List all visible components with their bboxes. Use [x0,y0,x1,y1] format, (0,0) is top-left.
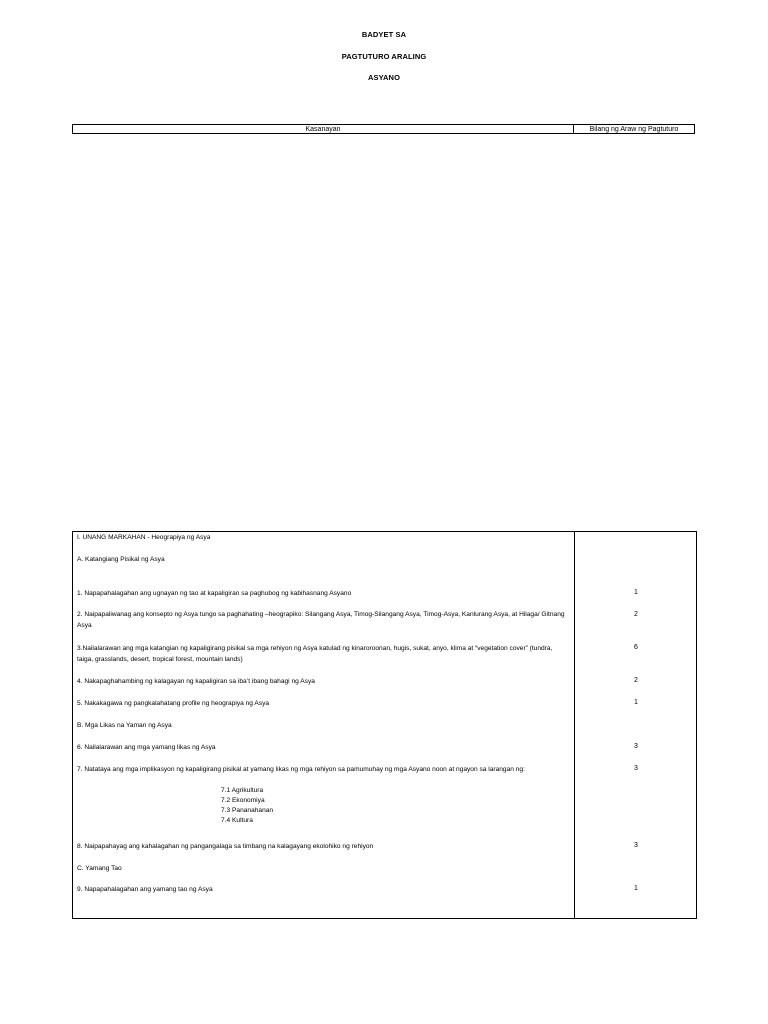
section-c-heading: C. Yamang Tao [77,865,122,872]
item-9-text: 9. Napapahalagahan ang yamang tao ng Asya [77,886,213,893]
item-5-text: 5. Nakakagawa ng pangkalahatang profile ng heograpiya ng Asya [77,700,270,707]
item-6-text: 6. Nailalarawan ang mga yamang likas ng Asya [77,744,216,751]
item-4-days: 2 [634,677,638,684]
quarter-table [72,531,697,919]
header-table [72,124,695,134]
item-8-text: 8. Naipapahayag ang kahalagahan ng pangangalaga sa timbang na kalagayang ekolohiko ng rehiyon [77,843,374,850]
item-9-days: 1 [634,885,638,892]
section-b-heading: B. Mga Likas na Yaman ng Asya [77,722,172,729]
sub-item: 7.3 Pananahanan [221,807,274,814]
sub-item: 7.2 Ekonomiya [221,797,265,804]
sub-item: 7.1 Agrikultura [221,787,264,794]
item-2-days: 2 [634,611,638,618]
doc-title-line-3: ASYANO [368,73,400,82]
item-1-text: 1. Napapahalagahan ang ugnayan ng tao at kapaligiran sa paghubog ng kabihasnang Asyano [77,590,352,597]
item-7-text: 7. Natataya ang mga implikasyon ng kapaligirang pisikal at yamang likas ng mga rehiyon sa pamumuhay ng mga Asyano noon at ngayon sa larangan ng: [77,766,525,773]
header-col-bilang: Bilang ng Araw ng Pagtuturo [589,126,679,133]
item-3-days: 6 [634,644,638,651]
doc-title-line-1: BADYET SA [361,30,407,39]
item-1-days: 1 [634,589,638,596]
item-7-days: 3 [634,765,638,772]
header-col-kasanayan: Kasanayan [73,125,574,133]
sub-item: 7.4 Kultura [221,817,253,824]
item-3-text: 3.Nailalarawan ang mga katangian ng kapaligirang pisikal sa mga rehiyon ng Asya katulad ng kinaroroonan, hugis, sukat, anyo, klima at “vegetation cover” (tundra, taiga, grasslands, desert, tropical forest, mountain lands) [77,645,553,663]
item-5-days: 1 [634,699,638,706]
item-2-text: 2. Naipapaliwanag ang konsepto ng Asya tungo sa paghahating –heograpiko: Silangang Asya, Timog-Silangang Asya, Timog-Asya, Kanlurang Asya, at Hilaga/ Gitnang Asya [77,611,565,629]
item-7-sublist [221,786,273,826]
item-6-days: 3 [634,743,638,750]
item-4-text: 4. Nakapaghahambing ng kalagayan ng kapaligiran sa iba’t ibang bahagi ng Asya [77,678,315,685]
column-divider [574,532,575,918]
item-8-days: 3 [634,842,638,849]
quarter-heading: I. UNANG MARKAHAN - Heograpiya ng Asya [77,534,211,541]
section-a-heading: A. Katangiang Pisikal ng Asya [77,556,165,563]
doc-title-line-2: PAGTUTURO ARALING [341,52,427,61]
